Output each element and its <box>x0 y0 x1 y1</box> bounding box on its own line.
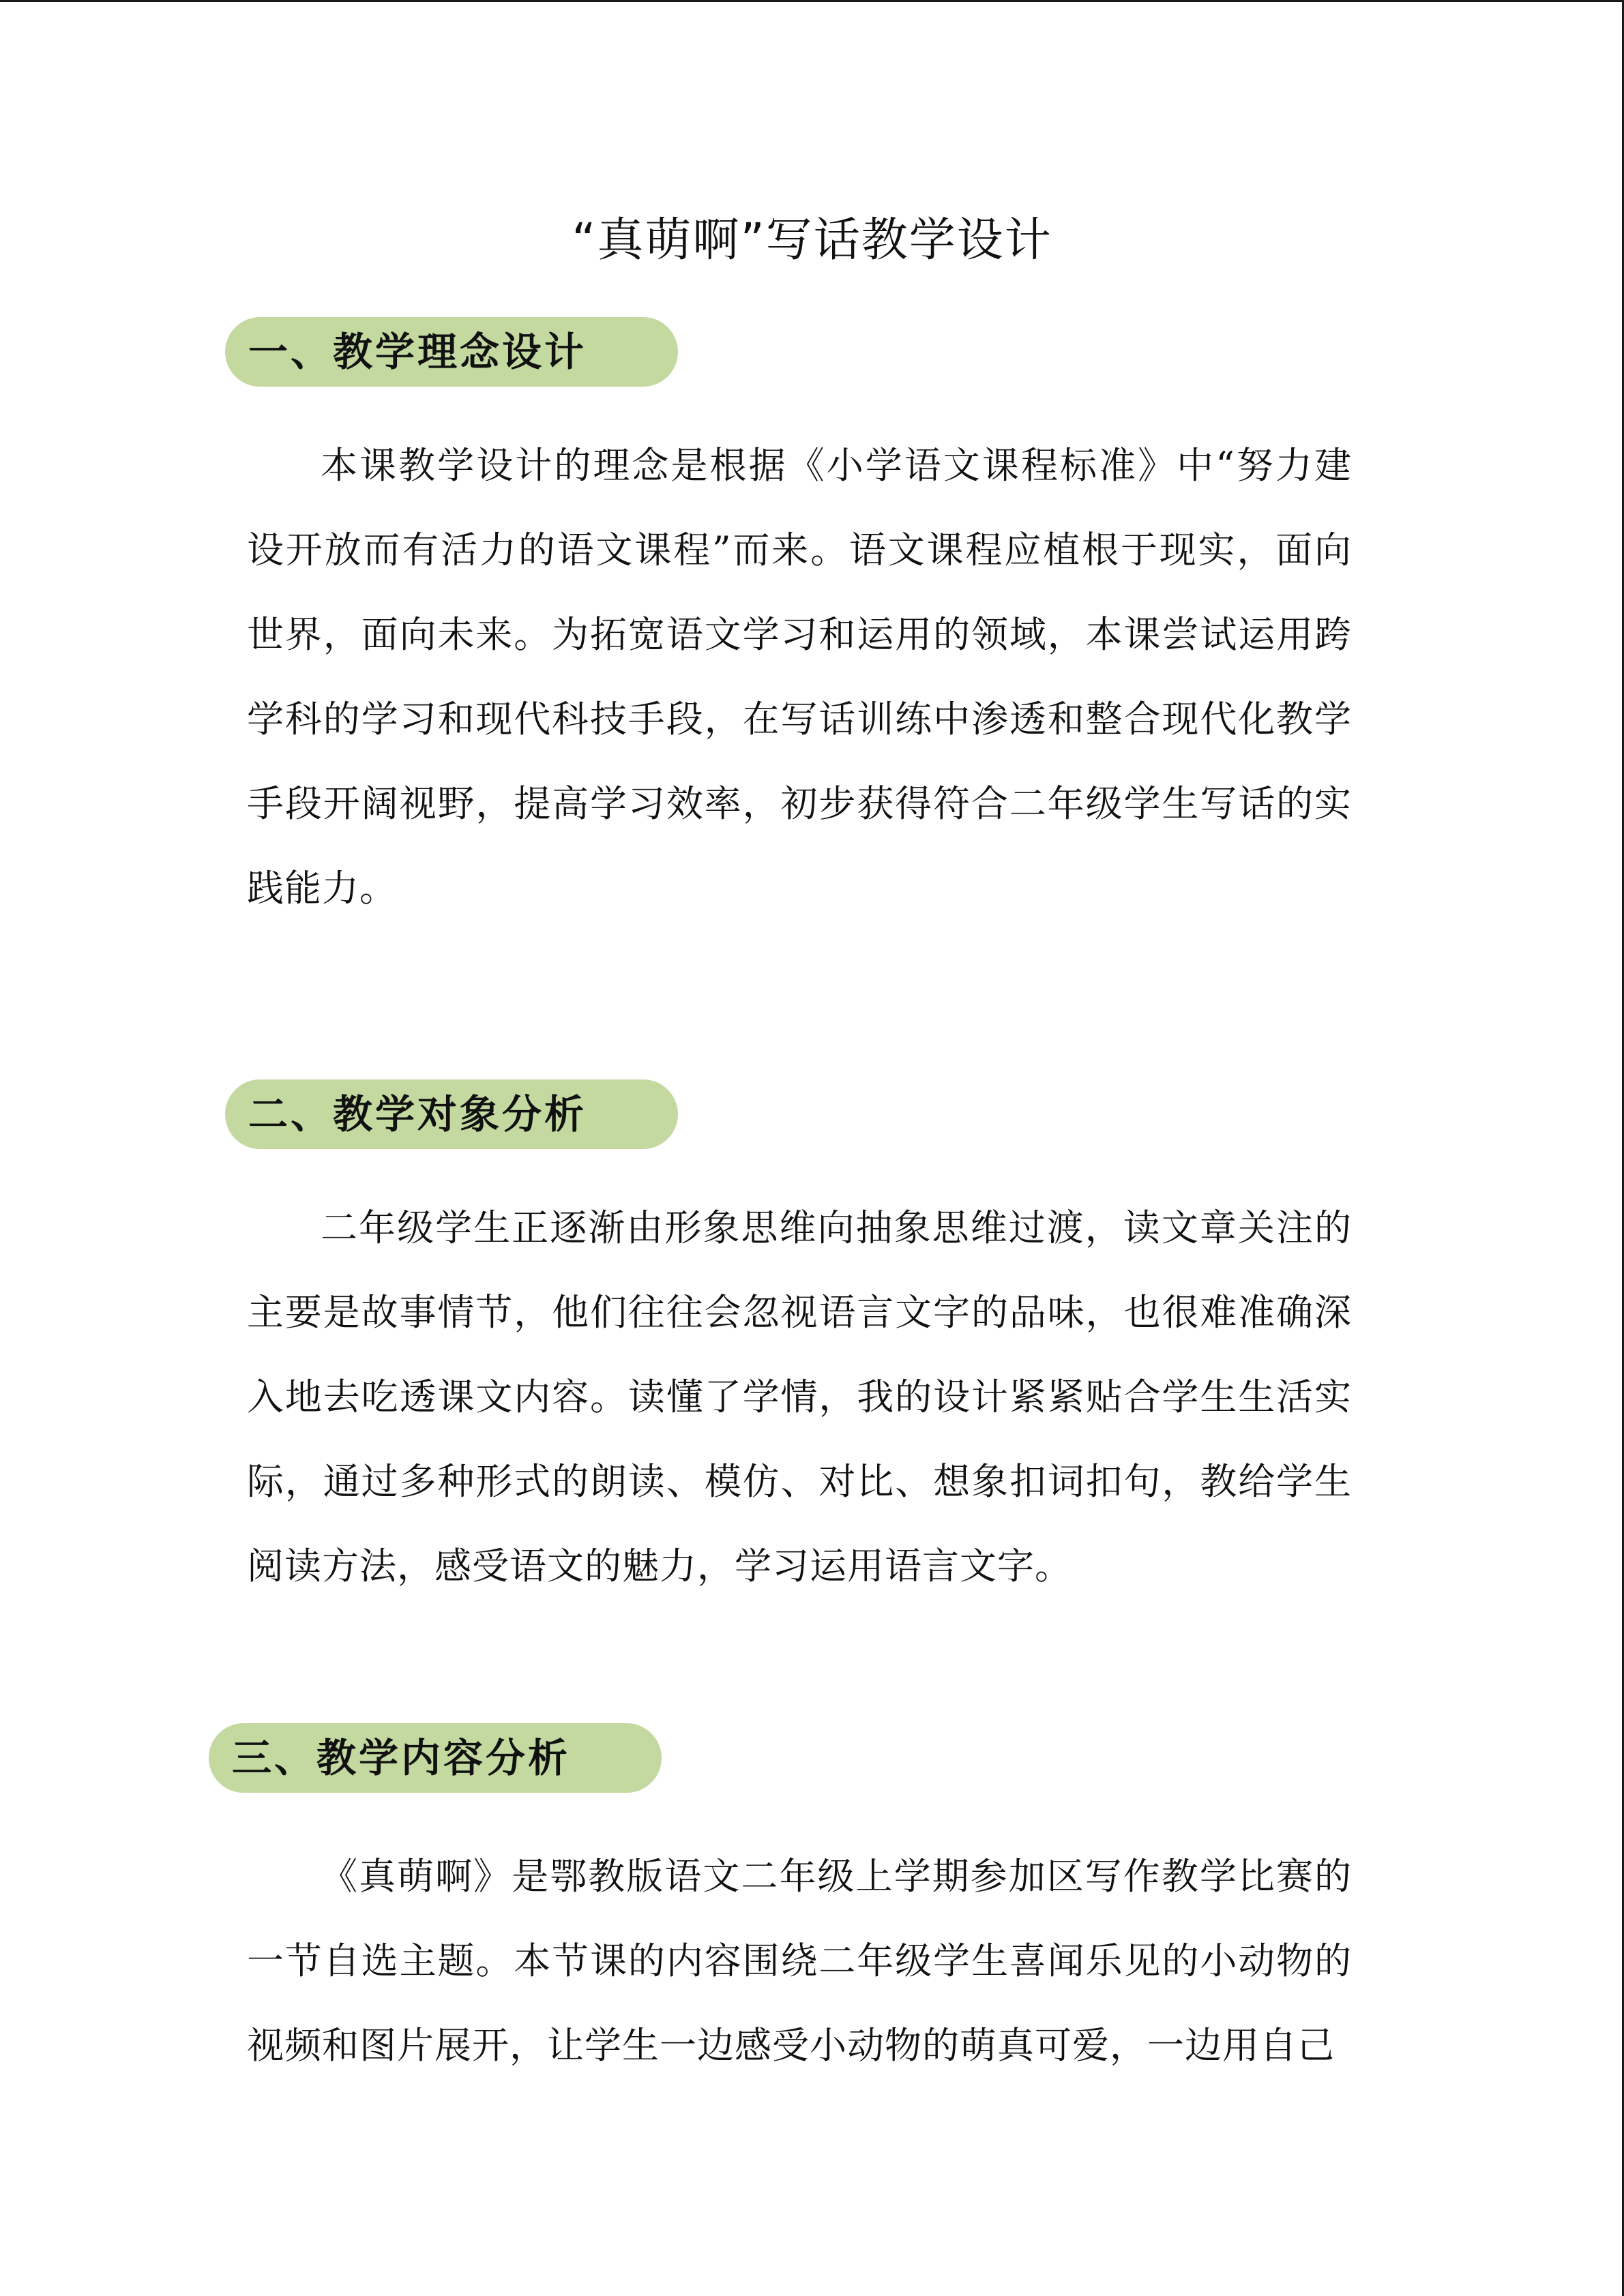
section-body-teaching-philosophy: 本课教学设计的理念是根据《小学语文课程标准》中“努力建设开放而有活力的语文课程”而来。语文课程应植根于现实，面向世界，面向未来。为拓宽语文学习和运用的领域，本课尝试运用跨学科的学习和现代科技手段，在写话训练中渗透和整合现代化教学手段开阔视野，提高学习效率，初步获得符合二年级学生写话的实践能力。 <box>247 444 1352 910</box>
section-heading-student-analysis: 二、教学对象分析 <box>225 1079 678 1149</box>
section-heading-teaching-philosophy: 一、教学理念设计 <box>225 317 678 387</box>
document-title: “真萌啊”写话教学设计 <box>572 213 1052 267</box>
section-body-student-analysis: 二年级学生正逐渐由形象思维向抽象思维过渡，读文章关注的主要是故事情节，他们往往会忽视语言文字的品味，也很难准确深入地去吃透课文内容。读懂了学情，我的设计紧紧贴合学生生活实际，通过多种形式的朗读、模仿、对比、想象扣词扣句，教给学生阅读方法，感受语文的魅力，学习运用语言文字。 <box>247 1206 1352 1587</box>
section-heading-content-analysis: 三、教学内容分析 <box>209 1723 662 1793</box>
section-body-content-analysis: 《真萌啊》是鄂教版语文二年级上学期参加区写作教学比赛的一节自选主题。本节课的内容围绕二年级学生喜闻乐见的小动物的视频和图片展开，让学生一边感受小动物的萌真可爱，一边用自己 <box>247 1855 1352 2067</box>
top-border-line <box>0 0 1624 2</box>
